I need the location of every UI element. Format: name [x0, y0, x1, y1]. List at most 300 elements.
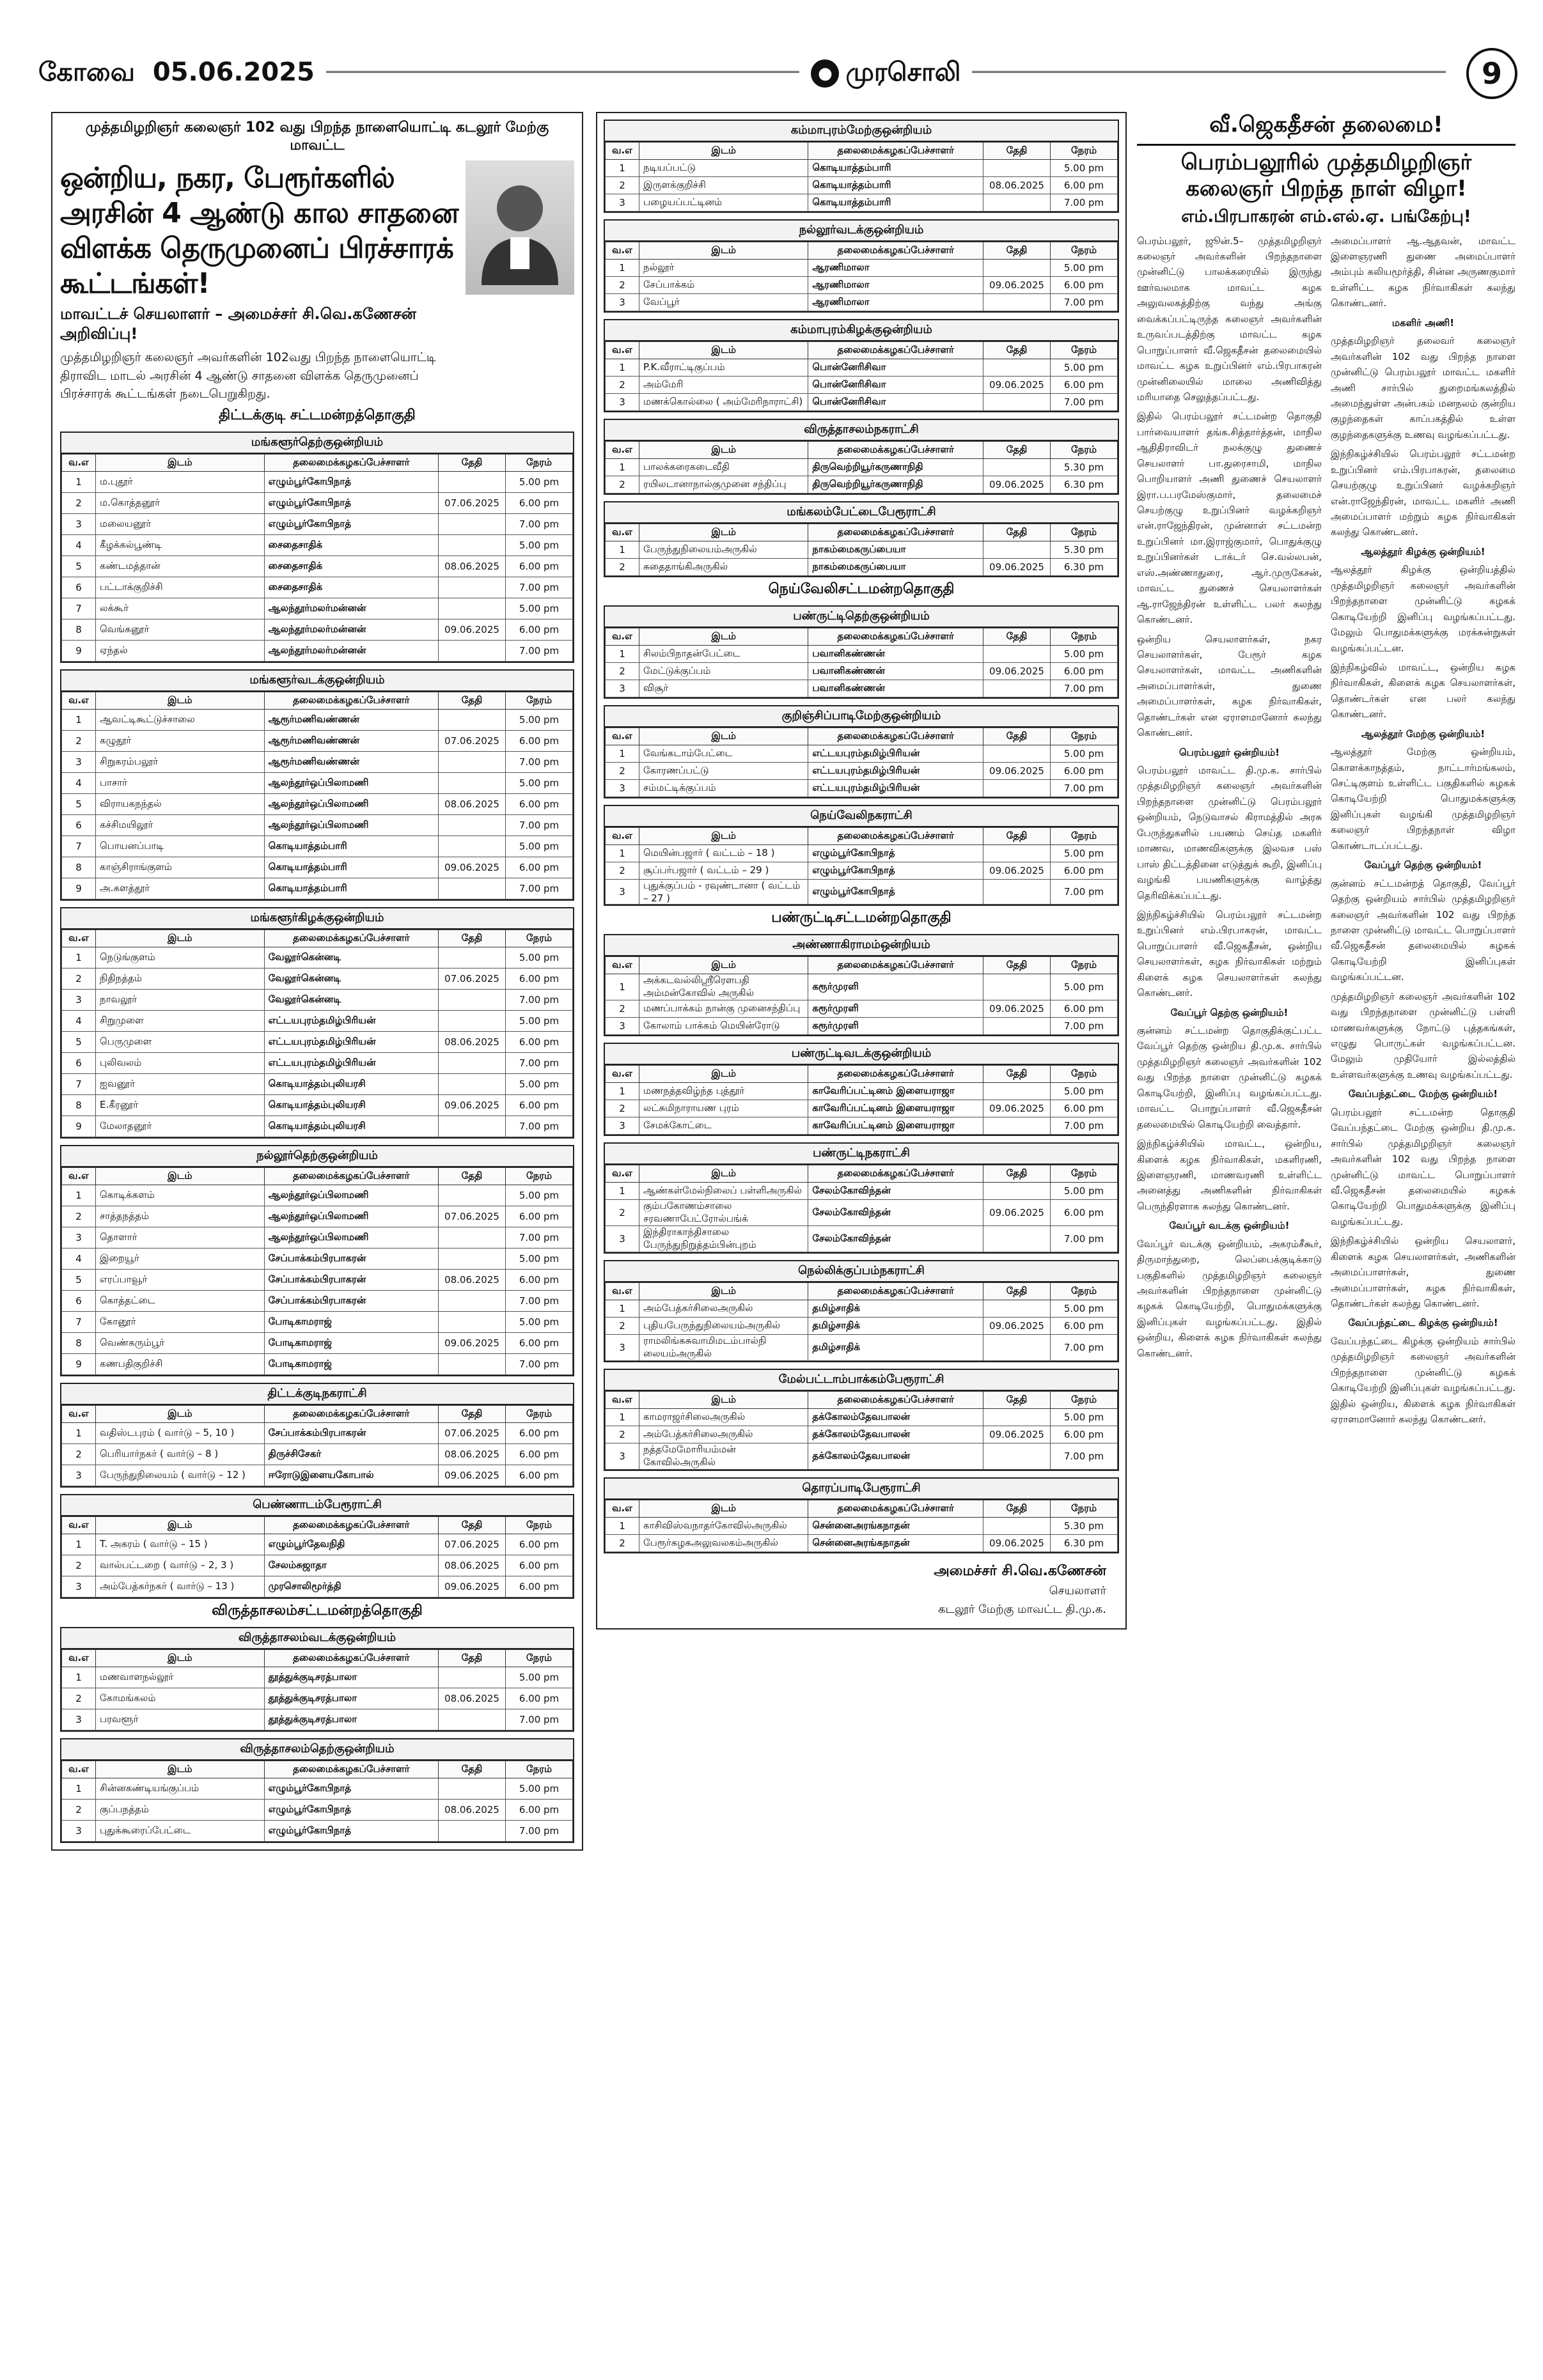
cell-time: 6.00 pm	[506, 1332, 573, 1353]
table-header-row	[62, 454, 573, 471]
signatory-name: அமைச்சர் சி.வெ.கணேசன்	[934, 1563, 1106, 1579]
cell-date: 09.06.2025	[983, 377, 1051, 394]
schedule-table	[605, 1065, 1118, 1135]
article-paragraph: ஆலத்தூர் மேற்கு ஒன்றியம், கொளக்காநத்தம், நாட்டார்மங்கலம், செட்டிகுளம் உள்ளிட்ட பகுதிகளில் கழகக் கொடியேற்றி பொதுமக்களுக்கு இனிப்புகள் வழங்கி முத்தமிழறிஞர் கலைஞர் பிறந்தநாள் விழா கொண்டாடப்பட்டது.	[1331, 746, 1516, 852]
cell-speaker: தூத்துக்குடிசரத்பாலா	[264, 1667, 438, 1688]
table-row	[62, 1688, 573, 1709]
column-header-date: தேதி	[983, 1283, 1051, 1300]
table-header-row	[606, 1392, 1118, 1409]
column-header-speaker: தலைமைக்கழகப்பேச்சாளர்	[808, 1392, 983, 1409]
cell-sn: 1	[606, 260, 639, 277]
cell-sn: 3	[606, 194, 639, 212]
cell-place: கச்சிமயிலூர்	[96, 814, 265, 836]
column-header-place: இடம்	[639, 524, 808, 541]
cell-sn: 2	[606, 476, 639, 494]
column-header-place: இடம்	[96, 1649, 265, 1667]
cell-place: கண்டமத்தான்	[96, 556, 265, 577]
section-title: பெண்ணாடம்பேரூராட்சி	[61, 1495, 573, 1516]
announcement-subhead: மாவட்டச் செயலாளர் – அமைச்சர் சி.வெ.கணேசன் அறிவிப்பு!	[60, 305, 416, 343]
cell-place: ஆவட்டிகூட்டுச்சாலை	[96, 709, 265, 730]
table-row	[606, 1409, 1118, 1426]
cell-date	[983, 1226, 1051, 1252]
cell-time: 7.00 pm	[1051, 294, 1118, 311]
column-header-time: நேரம்	[506, 454, 573, 471]
table-header-row	[606, 957, 1118, 974]
cell-sn: 7	[62, 1073, 96, 1094]
table-row	[606, 646, 1118, 663]
cell-speaker: எட்டயபுரம்தமிழ்பிரியன்	[808, 763, 983, 780]
cell-time: 5.30 pm	[1051, 1518, 1118, 1535]
column-header-place: இடம்	[639, 1165, 808, 1183]
cell-time: 7.00 pm	[1051, 1117, 1118, 1135]
article-paragraph: பெரம்பலூர், ஜூன்.5– முத்தமிழறிஞர் கலைஞர் அவர்களின் பிறந்தநாளை முன்னிட்டு பாலக்கரையில் இருந்து ஊர்வலமாக மாவட்ட கழக அலுவலகத்திற்கு வந்து அங்கு வைக்கப்பட்டிருந்த கலைஞர் அவர்களின் உருவப்படத்திற்கு மாவட்ட கழக பொறுப்பாளர் வீ.ஜெகதீசன் தலைமையில் மாவட்ட கழக உறுப்பினர் எம்.பிரபாகரன் முன்னிலையில் மாலை அணிவித்து மரியாதை செலுத்தப்பட்டது.	[1137, 235, 1322, 403]
cell-place: நல்லூர்	[639, 260, 808, 277]
article-paragraph: பெரம்பலூர் மாவட்ட தி.மு.க. சார்பில் முத்தமிழறிஞர் கலைஞர் அவர்களின் பிறந்தநாளை முன்னிட்டு பெரம்பலூர் ஒன்றியம், நெடுவாசல் கிராமத்தில் அரசு பேருந்துகளில் பயணம் செய்த மகளிர் மாணவ, மாணவிகளுக்கு இலவச பஸ் பாஸ் திட்டத்தினை எடுத்துக் கூறி, இனிப்பு வழங்கி பயணிகளுக்கு வாழ்த்து தெரிவிக்கப்பட்டது.	[1137, 765, 1322, 901]
cell-date	[439, 471, 506, 492]
cell-place: மணக்கொல்லை ( அம்மேரிநாராட்சி)	[639, 394, 808, 411]
table-row	[62, 1555, 573, 1576]
table-row	[62, 1052, 573, 1073]
constituency-title: விருத்தாசலம்சட்டமன்றத்தொகுதி	[212, 1602, 423, 1619]
cell-sn: 1	[606, 974, 639, 1000]
cell-sn: 8	[62, 619, 96, 640]
section-title: மேல்பட்டாம்பாக்கம்பேரூராட்சி	[605, 1370, 1118, 1391]
column-header-time: நேரம்	[506, 1405, 573, 1422]
schedule-table	[605, 341, 1118, 411]
table-header-row	[606, 143, 1118, 160]
article-column-2	[1331, 233, 1516, 1431]
table-row	[62, 709, 573, 730]
cell-place: லட்சுமிநாராயண புரம்	[639, 1100, 808, 1117]
column-header-place: இடம்	[96, 1516, 265, 1534]
table-row	[62, 1534, 573, 1555]
cell-place: ரயிலடானாநால்குமுனை சந்திப்பு	[639, 476, 808, 494]
cell-sn: 4	[62, 534, 96, 556]
cell-speaker: தூத்துக்குடிசரத்பாலா	[264, 1688, 438, 1709]
cell-place: வால்பட்டறை ( வார்டு – 2, 3 )	[96, 1555, 265, 1576]
cell-sn: 2	[606, 862, 639, 880]
table-row	[606, 1300, 1118, 1318]
schedule-section	[604, 1477, 1119, 1553]
article-paragraph: இந்நிகழ்ச்சியில் ஒன்றிய செயலாளர், கிளைக் கழக செயலாளர்கள், அணிகளின் அமைப்பாளர்கள், துணை அமைப்பாளர்கள், கழக நிர்வாகிகள், தொண்டர்கள் கலந்து கொண்டனர்.	[1331, 1235, 1516, 1310]
signatory-district: கடலூர் மேற்கு மாவட்ட தி.மு.க.	[937, 1602, 1106, 1616]
cell-sn: 3	[62, 1227, 96, 1248]
cell-sn: 1	[606, 459, 639, 476]
cell-speaker: சேப்பாக்கம்பிரபாகரன்	[264, 1290, 438, 1311]
column-header-speaker: தலைமைக்கழகப்பேச்சாளர்	[264, 1167, 438, 1185]
article-paragraph: பெரம்பலூர் சட்டமன்ற தொகுதி வேப்பந்தட்டை மேற்கு ஒன்றிய தி.மு.க. சார்பில் முத்தமிழறிஞர் கலைஞர் அவர்களின் 102 வது பிறந்த நாளை முன்னிட்டு மாவட்ட பொறுப்பாளர் வீ.ஜெகதீசன் தலைமையில் கழகக் கொடியேற்றி பொதுமக்களுக்கு இனிப்பு வழங்கப்பட்டது.	[1331, 1106, 1516, 1227]
cell-time: 7.00 pm	[1051, 1335, 1118, 1361]
cell-sn: 6	[62, 577, 96, 598]
section-title: நல்லூர்வடக்குஒன்றியம்	[605, 221, 1118, 242]
column-header-time: நேரம்	[1051, 1500, 1118, 1518]
cell-sn: 9	[62, 640, 96, 661]
cell-speaker: போடிகாமராஜ்	[264, 1311, 438, 1332]
cell-speaker: ஆலந்தூர்ஒப்பிலாமணி	[264, 1227, 438, 1248]
cell-date: 07.06.2025	[439, 492, 506, 513]
cell-date	[983, 1518, 1051, 1535]
column-header-date: தேதி	[983, 628, 1051, 646]
schedule-section	[60, 1494, 574, 1599]
cell-place: கோரணப்பட்டு	[639, 763, 808, 780]
cell-sn: 1	[606, 1409, 639, 1426]
paper-name: முரசொலி	[845, 57, 961, 87]
table-row	[62, 772, 573, 793]
cell-sn: 1	[62, 1778, 96, 1799]
column-header-date: தேதி	[983, 1392, 1051, 1409]
column-header-sn: வ.எ	[606, 828, 639, 845]
column-header-place: இடம்	[639, 342, 808, 359]
cell-speaker: சைதைசாதிக்	[264, 556, 438, 577]
column-header-speaker: தலைமைக்கழகப்பேச்சாளர்	[808, 728, 983, 745]
cell-sn: 1	[606, 745, 639, 763]
cell-time: 6.00 pm	[1051, 1100, 1118, 1117]
column-header-sn: வ.எ	[606, 1500, 639, 1518]
column-header-sn: வ.எ	[606, 628, 639, 646]
right-column	[1137, 112, 1516, 2361]
cell-date	[983, 194, 1051, 212]
cell-place: காசிவிஸ்வநாதர்கோவில்அருகில்	[639, 1518, 808, 1535]
schedule-section	[60, 1627, 574, 1732]
cell-date: 08.06.2025	[439, 1555, 506, 1576]
cell-place: காமராஜர்சிலைஅருகில்	[639, 1409, 808, 1426]
cell-time: 5.00 pm	[506, 598, 573, 619]
column-header-speaker: தலைமைக்கழகப்பேச்சாளர்	[264, 454, 438, 471]
cell-place: மலையனூர்	[96, 513, 265, 534]
table-row	[62, 878, 573, 899]
cell-date	[983, 1300, 1051, 1318]
cell-date	[983, 1335, 1051, 1361]
cell-sn: 2	[62, 492, 96, 513]
cell-sn: 3	[606, 294, 639, 311]
edition-date: கோவை 05.06.2025	[38, 57, 315, 87]
cell-sn: 3	[606, 1018, 639, 1035]
schedule-section	[604, 501, 1119, 577]
cell-place: நெடுங்குளம்	[96, 947, 265, 968]
cell-place: ஏந்தல்	[96, 640, 265, 661]
cell-speaker: ஆலந்தூர்மலர்மன்னன்	[264, 640, 438, 661]
cell-speaker: ஆரூர்மணிவண்ணன்	[264, 709, 438, 730]
article-paragraph: வேப்பூர் வடக்கு ஒன்றியம், அகரம்சீகூர், திருமாந்துறை, லெப்பைக்குடிக்காடு பகுதிகளில் முத்தமிழறிஞர் கலைஞர் அவர்களின் பிறந்தநாளை முன்னிட்டு கழகக் கொடியேற்றி, பொதுமக்களுக்கு இனிப்புகள் வழங்கப்பட்டது. இதில் ஒன்றிய, கிளைக் கழக நிர்வாகிகள் கலந்து கொண்டனர்.	[1137, 1238, 1322, 1359]
schedule-table	[605, 1282, 1118, 1361]
cell-date	[983, 359, 1051, 377]
cell-place: அம்பேத்கர்சிலைஅருகில்	[639, 1300, 808, 1318]
cell-time: 6.00 pm	[1051, 763, 1118, 780]
column-header-time: நேரம்	[506, 929, 573, 947]
column-header-time: நேரம்	[1051, 728, 1118, 745]
left-column	[51, 112, 583, 2361]
cell-speaker: எட்டயபுரம்தமிழ்பிரியன்	[264, 1031, 438, 1052]
column-header-speaker: தலைமைக்கழகப்பேச்சாளர்	[264, 929, 438, 947]
column-header-sn: வ.எ	[606, 1165, 639, 1183]
page-number: 9	[1466, 48, 1517, 99]
table-row	[606, 1226, 1118, 1252]
cell-date	[983, 974, 1051, 1000]
cell-time: 7.00 pm	[506, 1290, 573, 1311]
column-header-date: தேதி	[983, 728, 1051, 745]
cell-place: மணவாளநல்லூர்	[96, 1667, 265, 1688]
cell-date	[439, 1073, 506, 1094]
article-paragraph: இந்நிகழ்வில் மாவட்ட, ஒன்றிய கழக நிர்வாகிகள், கிளைக் கழக செயலாளர்கள், தொண்டர்கள் என பலர் கலந்து கொண்டனர்.	[1331, 661, 1516, 720]
cell-time: 6.30 pm	[1051, 559, 1118, 576]
table-row	[62, 1778, 573, 1799]
cell-sn: 2	[606, 277, 639, 294]
cell-time: 7.00 pm	[506, 1820, 573, 1841]
column-header-place: இடம்	[639, 442, 808, 459]
cell-speaker: போடிகாமராஜ்	[264, 1353, 438, 1374]
cell-time: 7.00 pm	[506, 878, 573, 899]
table-row	[62, 1073, 573, 1094]
cell-date: 09.06.2025	[439, 619, 506, 640]
cell-date	[439, 513, 506, 534]
section-title: அண்ணாகிராமம்ஒன்றியம்	[605, 935, 1118, 956]
column-header-date: தேதி	[983, 1165, 1051, 1183]
table-row	[606, 359, 1118, 377]
cell-speaker: தக்கோலம்தேவபாலன்	[808, 1426, 983, 1443]
cell-sn: 1	[62, 1534, 96, 1555]
column-header-date: தேதி	[983, 1066, 1051, 1083]
cell-sn: 5	[62, 1269, 96, 1290]
cell-sn: 3	[606, 1117, 639, 1135]
schedule-section	[604, 419, 1119, 495]
cell-date	[983, 880, 1051, 905]
cell-place: இந்திராகாந்திசாலை பேருந்துநிறுத்தம்பின்புறம்	[639, 1226, 808, 1252]
schedule-section	[604, 605, 1119, 699]
cell-date: 08.06.2025	[439, 1443, 506, 1465]
cell-sn: 1	[62, 1185, 96, 1206]
cell-sn: 3	[62, 1709, 96, 1730]
table-row	[62, 534, 573, 556]
cell-date	[983, 260, 1051, 277]
column-header-place: இடம்	[639, 1283, 808, 1300]
schedule-section	[604, 705, 1119, 798]
cell-time: 6.00 pm	[506, 1555, 573, 1576]
cell-place: வேப்பூர்	[639, 294, 808, 311]
cell-sn: 7	[62, 836, 96, 857]
column-header-date: தேதி	[983, 828, 1051, 845]
table-header-row	[62, 1761, 573, 1778]
schedule-table	[61, 692, 573, 899]
cell-place: அம்மேரி	[639, 377, 808, 394]
cell-time: 7.00 pm	[1051, 1018, 1118, 1035]
schedule-section	[60, 907, 574, 1139]
cell-sn: 3	[62, 1576, 96, 1597]
cell-place: பழையப்பட்டினம்	[639, 194, 808, 212]
table-row	[606, 277, 1118, 294]
cell-speaker: தமிழ்சாதிக்	[808, 1300, 983, 1318]
cell-time: 5.00 pm	[506, 1185, 573, 1206]
cell-speaker: வேலூர்கென்னடி	[264, 968, 438, 989]
table-header-row	[62, 692, 573, 709]
cell-place: மணநத்தவிழ்ந்த புத்தூர்	[639, 1083, 808, 1100]
cell-place: ராமலிங்கசுவாமிமடம்பால்நி லையம்அருகில்	[639, 1335, 808, 1361]
constituency-title: நெய்வேலிசட்டமன்றதொகுதி	[768, 581, 955, 597]
cell-date	[439, 1185, 506, 1206]
table-row	[606, 845, 1118, 862]
cell-sn: 3	[606, 394, 639, 411]
cell-date	[439, 1820, 506, 1841]
table-row	[606, 780, 1118, 797]
cell-time: 7.00 pm	[1051, 394, 1118, 411]
cell-sn: 9	[62, 1116, 96, 1137]
table-header-row	[62, 1649, 573, 1667]
section-title: திட்டக்குடிநகராட்சி	[61, 1384, 573, 1405]
cell-speaker: பொன்னேரிசிவா	[808, 394, 983, 411]
cell-speaker: போடிகாமராஜ்	[264, 1332, 438, 1353]
cell-place: அக்கடவல்லிஸ்ரீரெளபதி அம்மன்கோவில் அருகில்	[639, 974, 808, 1000]
cell-speaker: தக்கோலம்தேவபாலன்	[808, 1443, 983, 1470]
table-row	[606, 745, 1118, 763]
announcement-box	[51, 112, 583, 1851]
cell-sn: 9	[62, 878, 96, 899]
cell-time: 6.00 pm	[506, 1422, 573, 1443]
cell-date	[439, 989, 506, 1010]
column-header-speaker: தலைமைக்கழகப்பேச்சாளர்	[264, 692, 438, 709]
schedule-table	[61, 1167, 573, 1375]
cell-date	[439, 709, 506, 730]
cell-date	[983, 745, 1051, 763]
column-header-time: நேரம்	[1051, 628, 1118, 646]
table-row	[606, 1535, 1118, 1552]
cell-date	[983, 1117, 1051, 1135]
cell-time: 6.00 pm	[1051, 377, 1118, 394]
cell-sn: 4	[62, 1010, 96, 1031]
column-header-date: தேதி	[439, 929, 506, 947]
section-title: பண்ருட்டிதெற்குஒன்றியம்	[605, 607, 1118, 628]
cell-time: 7.00 pm	[1051, 194, 1118, 212]
column-header-place: இடம்	[639, 1066, 808, 1083]
section-title: விருத்தாசலம்நகராட்சி	[605, 420, 1118, 441]
cell-date: 09.06.2025	[439, 1465, 506, 1486]
cell-place: சுதைதாங்கிஅருகில்	[639, 559, 808, 576]
cell-time: 6.00 pm	[506, 1269, 573, 1290]
table-row	[62, 1667, 573, 1688]
cell-sn: 2	[606, 1535, 639, 1552]
cell-sn: 7	[62, 1311, 96, 1332]
cell-speaker: பவானிகண்ணன்	[808, 663, 983, 680]
cell-time: 6.00 pm	[506, 1576, 573, 1597]
cell-place: மெயின்பஜார் ( வட்டம் – 18 )	[639, 845, 808, 862]
cell-place: பட்டாக்குறிச்சி	[96, 577, 265, 598]
cell-time: 7.00 pm	[1051, 880, 1118, 905]
cell-sn: 3	[606, 780, 639, 797]
article-paragraph: இந்நிகழ்ச்சியில் பெரம்பலூர் சட்டமன்ற உறுப்பினர் எம்.பிரபாகரன், தலைமை செயற்குழு உறுப்பினர் வழக்கறிஞர் என்.ராஜேந்திரன், மாவட்ட மகளிர் அணி அமைப்பாளர் மற்றும் கழக நிர்வாகிகள் கலந்து கொண்டனர்.	[1331, 448, 1516, 538]
schedule-table	[605, 727, 1118, 797]
cell-date	[983, 1018, 1051, 1035]
column-header-date: தேதி	[439, 692, 506, 709]
column-header-place: இடம்	[96, 1167, 265, 1185]
cell-speaker: பொன்னேரிசிவா	[808, 377, 983, 394]
cell-time: 7.00 pm	[506, 1709, 573, 1730]
cell-place: பெரியார்நகர் ( வார்டு – 8 )	[96, 1443, 265, 1465]
cell-time: 6.00 pm	[506, 1465, 573, 1486]
cell-date: 09.06.2025	[983, 763, 1051, 780]
cell-place: கோலாம் பாக்கம் மெயின்ரோடு	[639, 1018, 808, 1035]
cell-date: 08.06.2025	[439, 1799, 506, 1820]
table-row	[62, 1116, 573, 1137]
article-subheading: வேப்பந்தட்டை கிழக்கு ஒன்றியம்!	[1348, 1317, 1498, 1329]
cell-date: 09.06.2025	[983, 1535, 1051, 1552]
cell-time: 5.00 pm	[506, 1248, 573, 1269]
table-row	[62, 1332, 573, 1353]
cell-speaker: தூத்துக்குடிசரத்பாலா	[264, 1709, 438, 1730]
cell-time: 6.00 pm	[506, 793, 573, 814]
cell-place: மேட்டுக்குப்பம்	[639, 663, 808, 680]
cell-date	[439, 1248, 506, 1269]
table-row	[606, 1183, 1118, 1200]
cell-date: 09.06.2025	[983, 476, 1051, 494]
schedule-section	[604, 805, 1119, 906]
article-paragraph: ஆலத்தூர் கிழக்கு ஒன்றியத்தில் முத்தமிழறிஞர் கலைஞர் அவர்களின் பிறந்தநாளை முன்னிட்டு கழகக் கொடியேற்றி இனிப்பு வழங்கப்பட்டது. மேலும் பொதுமக்களுக்கு மரக்கன்றுகள் வழங்கப்பட்டன.	[1331, 564, 1516, 654]
table-row	[62, 1269, 573, 1290]
cell-speaker: தக்கோலம்தேவபாலன்	[808, 1409, 983, 1426]
column-header-speaker: தலைமைக்கழகப்பேச்சாளர்	[808, 524, 983, 541]
table-row	[62, 1227, 573, 1248]
column-header-speaker: தலைமைக்கழகப்பேச்சாளர்	[264, 1649, 438, 1667]
cell-time: 7.00 pm	[506, 814, 573, 836]
cell-place: ஐவனூர்	[96, 1073, 265, 1094]
column-header-time: நேரம்	[1051, 1165, 1118, 1183]
cell-place: கொத்தட்டை	[96, 1290, 265, 1311]
cell-speaker: ஆலந்தூர்ஒப்பிலாமணி	[264, 1185, 438, 1206]
article-subheading: வேப்பூர் தெற்கு ஒன்றியம்!	[1170, 1006, 1288, 1018]
cell-place: பேருந்துநிலையம் ( வார்டு – 12 )	[96, 1465, 265, 1486]
cell-place: சாத்தநத்தம்	[96, 1206, 265, 1227]
cell-place: புதுக்கூரைப்பேட்டை	[96, 1820, 265, 1841]
table-row	[62, 751, 573, 772]
cell-sn: 8	[62, 1332, 96, 1353]
cell-place: சிலம்பிநாதன்பேட்டை	[639, 646, 808, 663]
column-header-sn: வ.எ	[606, 1066, 639, 1083]
table-row	[62, 1094, 573, 1116]
cell-time: 6.00 pm	[1051, 1426, 1118, 1443]
cell-time: 5.30 pm	[1051, 541, 1118, 559]
column-header-date: தேதி	[439, 454, 506, 471]
article-paragraph: ஒன்றிய செயலாளர்கள், நகர செயலாளர்கள், பேரூர் கழக செயலாளர்கள், மாவட்ட அணிகளின் அமைப்பாளர்கள், துணை அமைப்பாளர்கள், கழக நிர்வாகிகள், தொண்டர்கள் என ஏராளமானோர் கலந்து கொண்டனர்.	[1137, 633, 1322, 739]
table-row	[606, 394, 1118, 411]
cell-sn: 2	[62, 1799, 96, 1820]
cell-place: வேங்கடாம்பேட்டை	[639, 745, 808, 763]
section-title: குறிஞ்சிப்பாடிமேற்குஒன்றியம்	[605, 706, 1118, 727]
article-subheading: ஆலத்தூர் மேற்கு ஒன்றியம்!	[1361, 727, 1485, 740]
cell-time: 7.00 pm	[1051, 680, 1118, 697]
cell-time: 7.00 pm	[506, 989, 573, 1010]
cell-speaker: கொடியாத்தம்புலியரசி	[264, 1094, 438, 1116]
cell-speaker: பவானிகண்ணன்	[808, 680, 983, 697]
cell-place: அம்பேத்கர்சிலைஅருகில்	[639, 1426, 808, 1443]
column-header-time: நேரம்	[506, 692, 573, 709]
schedule-table	[605, 956, 1118, 1035]
cell-place: இறையூர்	[96, 1248, 265, 1269]
column-header-speaker: தலைமைக்கழகப்பேச்சாளர்	[808, 242, 983, 260]
cell-place: ஆண்கள்மேல்நிலைப் பள்ளிஅருகில்	[639, 1183, 808, 1200]
table-row	[62, 619, 573, 640]
article-body	[1137, 233, 1516, 1431]
table-row	[606, 559, 1118, 576]
cell-time: 7.00 pm	[506, 513, 573, 534]
column-header-time: நேரம்	[506, 1167, 573, 1185]
cell-date	[439, 772, 506, 793]
table-header-row	[606, 1500, 1118, 1518]
cell-time: 5.00 pm	[506, 534, 573, 556]
column-header-speaker: தலைமைக்கழகப்பேச்சாளர்	[808, 1500, 983, 1518]
cell-time: 5.00 pm	[1051, 845, 1118, 862]
cell-speaker: எட்டயபுரம்தமிழ்பிரியன்	[808, 780, 983, 797]
cell-time: 5.00 pm	[1051, 974, 1118, 1000]
table-row	[62, 1353, 573, 1374]
cell-speaker: எழும்பூர்கோபிநாத்	[264, 513, 438, 534]
cell-sn: 9	[62, 1353, 96, 1374]
